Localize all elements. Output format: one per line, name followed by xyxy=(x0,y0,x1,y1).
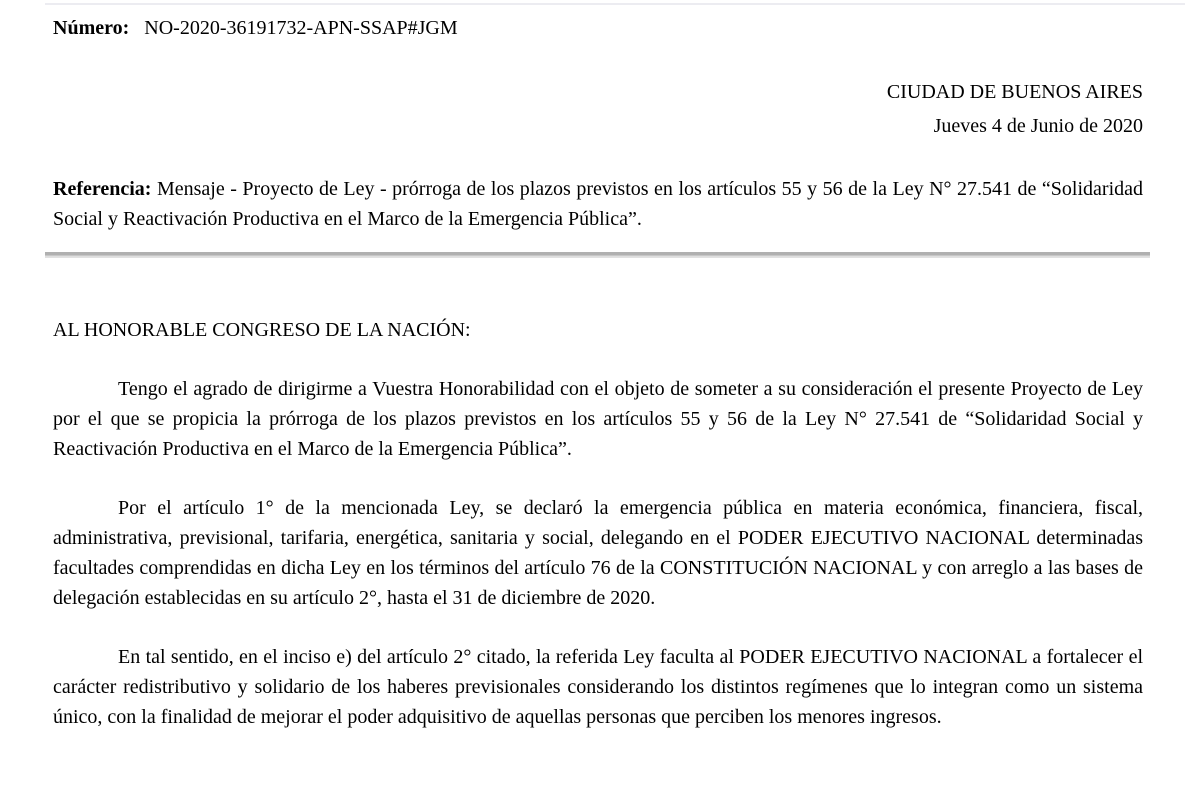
reference-label: Referencia: xyxy=(53,178,152,200)
reference-text: Mensaje - Proyecto de Ley - prórroga de los plazos previstos en los artículos 55 y 56 de la Ley N° 27.541 de “Solidaridad Social y Reactivación Productiva en el Marco de la Emergencia Pública”. xyxy=(53,178,1144,230)
date-line: Jueves 4 de Junio de 2020 xyxy=(933,115,1143,137)
place-date-block xyxy=(53,75,1143,143)
body-paragraph-2: Por el artículo 1° de la mencionada Ley, se declaró la emergencia pública en materia económica, financiera, fiscal, administrativa, previsional, tarifaria, energética, sanitaria y social, delegando en el PODER EJECUTIVO NACIONAL determinadas facultades comprendidas en dicha Ley en los términos del artículo 76 de la CONSTITUCIÓN NACIONAL y con arreglo a las bases de delegación establecidas en su artículo 2°, hasta el 31 de diciembre de 2020. xyxy=(53,497,1143,609)
reference-paragraph xyxy=(53,174,1143,234)
city-line: CIUDAD DE BUENOS AIRES xyxy=(886,81,1143,103)
section-divider xyxy=(45,252,1150,258)
document-number-row xyxy=(53,13,1143,43)
salutation-heading: AL HONORABLE CONGRESO DE LA NACIÓN: xyxy=(53,319,471,341)
numero-value: NO-2020-36191732-APN-SSAP#JGM xyxy=(144,17,458,39)
top-divider xyxy=(45,3,1185,5)
body-paragraph-3: En tal sentido, en el inciso e) del artículo 2° citado, la referida Ley faculta al PODER EJECUTIVO NACIONAL a fortalecer el carácter redistributivo y solidario de los haberes previsionales considerando los distintos regímenes que lo integran como un sistema único, con la finalidad de mejorar el poder adquisitivo de aquellas personas que perciben los menores ingresos. xyxy=(53,646,1143,728)
numero-label: Número: xyxy=(53,17,130,39)
body-paragraph-1: Tengo el agrado de dirigirme a Vuestra Honorabilidad con el objeto de someter a su consideración el presente Proyecto de Ley por el que se propicia la prórroga de los plazos previstos en los artículos 55 y 56 de la Ley N° 27.541 de “Solidaridad Social y Reactivación Productiva en el Marco de la Emergencia Pública”. xyxy=(53,378,1143,460)
